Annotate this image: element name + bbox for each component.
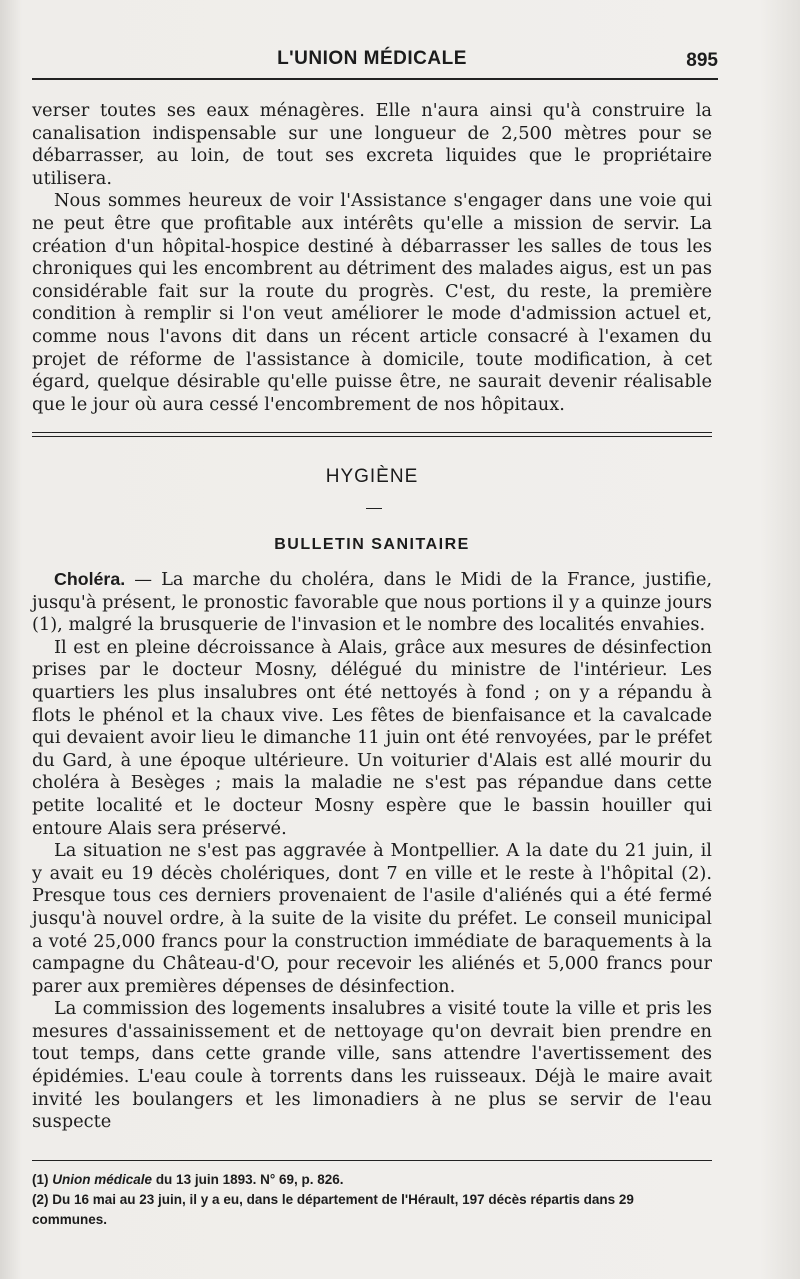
footnote: (2) Du 16 mai au 23 juin, il y a eu, dans le département de l'Hérault, 197 décès répartis dans 29 communes.	[32, 1192, 634, 1227]
page-header	[32, 44, 718, 84]
section-divider	[32, 436, 712, 437]
title-dash	[366, 508, 382, 509]
section-title: HYGIÈNE	[325, 466, 419, 487]
intro-text	[32, 100, 712, 416]
paragraph-text: — La marche du choléra, dans le Midi de la France, justifie, jusqu'à présent, le pronostic favorable que nous portions il y a quinze jours (1), malgré la brusquerie de l'invasion et le nombre des localités envahies.	[32, 569, 713, 636]
footnotes	[32, 1170, 712, 1230]
footnote-text: du 13 juin 1893. N° 69, p. 826.	[155, 1172, 344, 1187]
lead-in: Choléra.	[54, 569, 126, 589]
paragraph: Nous sommes heureux de voir l'Assistance s'engager dans une voie qui ne peut être que profitable aux intérêts qu'elle a mission de servir. La création d'un hôpital-hospice destiné à débarrasser les salles de tous les chroniques qui les encombrent au détriment des malades aigus, est un pas considérable fait sur la route du progrès. C'est, du reste, la première condition à remplir si l'on veut améliorer le mode d'admission actuel et, comme nous l'avons dit dans un récent article consacré à l'examen du projet de réforme de l'assistance à domicile, toute modification, à cet égard, quelque désirable qu'elle puisse être, ne saurait devenir réalisable que le jour où aura cessé l'encombrement de nos hôpitaux.	[32, 190, 712, 415]
paragraph: Il est en pleine décroissance à Alais, grâce aux mesures de désinfection prises par le docteur Mosny, délégué du ministre de l'intérieur. Les quartiers les plus insalubres ont été nettoyés à fond ; on y a répandu à flots le phénol et la chaux vive. Les fêtes de bienfaisance et la cavalcade qui devaient avoir lieu le dimanche 11 juin ont été renvoyées, par le préfet du Gard, à une époque ultérieure. Un voiturier d'Alais est allé mourir du choléra à Besèges ; mais la maladie ne s'est pas répandue dans cette petite localité et le docteur Mosny espère que le bassin houiller qui entoure Alais sera préservé.	[32, 636, 712, 839]
section-divider	[32, 432, 712, 433]
paragraph: La commission des logements insalubres a visité toute la ville et pris les mesures d'assainissement et de nettoyage qu'on devrait bien prendre en tout temps, dans cette grande ville, sans attendre l'avertissement des épidémies. L'eau coule à torrents dans les ruisseaux. Déjà le maire avait invité les boulangers et les limonadiers à ne plus se servir de l'eau suspecte	[32, 998, 712, 1133]
running-title: L'UNION MÉDICALE	[277, 48, 467, 69]
footnote-rule	[32, 1160, 712, 1161]
paragraph: La situation ne s'est pas aggravée à Montpellier. A la date du 21 juin, il y avait eu 19 décès cholériques, dont 7 en ville et le reste à l'hôpital (2). Presque tous ces derniers provenaient de l'asile d'aliénés qui a été fermé jusqu'à nouvel ordre, à la suite de la visite du préfet. Le conseil municipal a voté 25,000 francs pour la construction immédiate de baraquements à la campagne du Château-d'O, pour recevoir les aliénés et 5,000 francs pour parer aux premières dépenses de désinfection.	[32, 840, 712, 997]
footnote	[32, 1170, 712, 1190]
footnote-marker: (1)	[32, 1172, 49, 1187]
bulletin-text	[32, 568, 712, 1134]
subsection-title: BULLETIN SANITAIRE	[274, 536, 470, 553]
page-number: 895	[686, 50, 718, 71]
journal-name: Union médicale	[52, 1172, 153, 1187]
paragraph: verser toutes ses eaux ménagères. Elle n'aura ainsi qu'à construire la canalisation indispensable sur une longueur de 2,500 mètres pour se débarrasser, au loin, de tout ses excreta liquides que le propriétaire utilisera.	[32, 100, 712, 189]
paragraph	[32, 568, 712, 637]
header-rule	[32, 78, 718, 80]
